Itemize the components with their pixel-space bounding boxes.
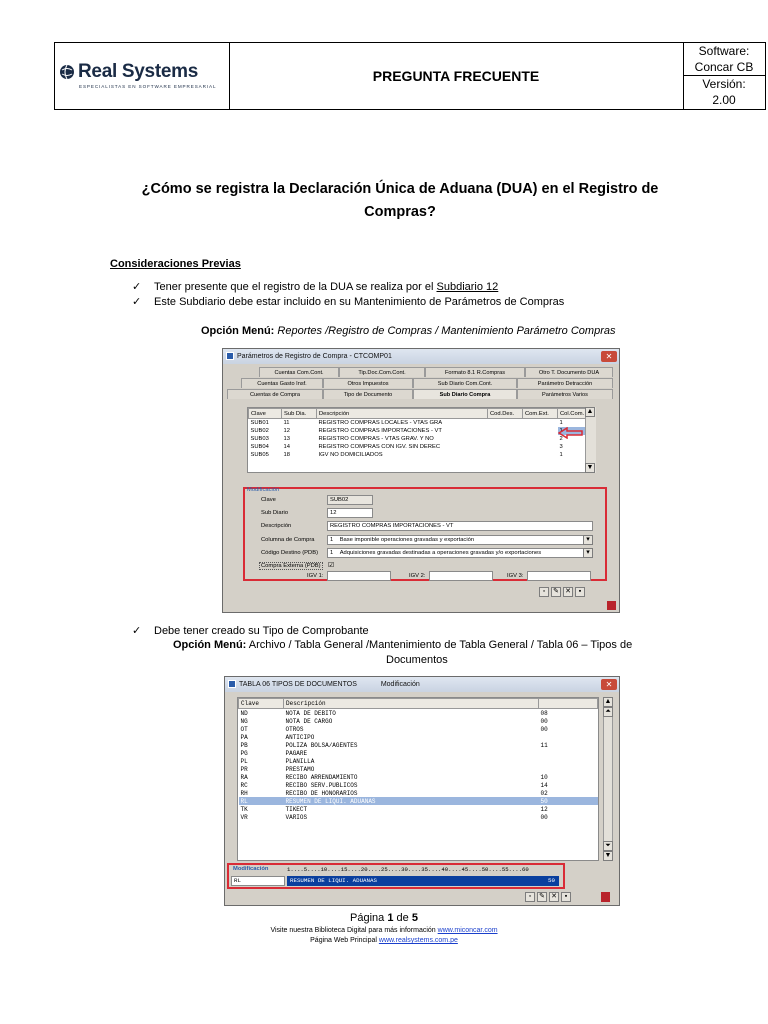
logo-name: Real Systems (78, 61, 198, 82)
edit-icon[interactable]: ✎ (537, 892, 547, 902)
cell-subdia: 12 (283, 428, 290, 434)
columna-code: 1 (330, 537, 334, 543)
cell-comext (523, 435, 558, 443)
bullet-3 (132, 624, 369, 637)
checkmark-icon: ✓ (132, 296, 142, 308)
cell-clave: PL (240, 757, 248, 765)
cell-descripcion: IGV NO DOMICILIADOS (318, 452, 383, 458)
cell-clave: SUB05 (250, 452, 269, 458)
cell-clave: SUB01 (250, 420, 269, 426)
bullet-1 (132, 280, 498, 293)
cell-clave: PR (240, 765, 248, 773)
cell-descripcion: PLANILLA (285, 757, 315, 765)
codigo-code: 1 (330, 550, 334, 556)
cell-coddes (488, 443, 523, 451)
question-line1: ¿Cómo se registra la Declaración Única de Aduana (DUA) en el Registro de (141, 181, 659, 197)
chevron-down-icon[interactable]: ▾ (583, 535, 593, 545)
software-value: Concar CB (694, 60, 754, 74)
miconcar-link[interactable]: www.miconcar.com (437, 927, 498, 934)
scroll-page-up-icon[interactable]: ⏶ (603, 707, 613, 717)
delete-icon[interactable]: ✕ (549, 892, 559, 902)
logo-cell (55, 43, 230, 109)
cell-descripcion: REGISTRO COMPRAS IMPORTACIONES - VT (318, 428, 442, 434)
externa-checkbox[interactable]: ☑ (328, 562, 335, 569)
cell-colcom: 1 (559, 420, 563, 426)
new-icon[interactable]: ▫ (525, 892, 535, 902)
cell-descripcion: OTROS (285, 725, 304, 733)
scroll-up-icon[interactable]: ▲ (604, 698, 612, 705)
software-label: Software: (698, 44, 750, 58)
grid-header-row (249, 409, 594, 419)
question-line2: Compras? (364, 204, 436, 220)
version-label: Versión: (702, 77, 746, 91)
edit-desc-value: RESUMEN DE LIQUI. ADUANAS (290, 877, 377, 884)
cell-clave: ND (240, 709, 248, 717)
question-title (108, 178, 692, 224)
cell-clave: TK (240, 805, 248, 813)
col-coddes[interactable]: Cod.Des. (488, 409, 523, 419)
clave-field[interactable]: SUB02 (327, 495, 373, 505)
cell-clave: RA (240, 773, 248, 781)
mod-label: Modificación (233, 866, 269, 872)
table-row[interactable] (249, 427, 594, 435)
table-row[interactable] (239, 773, 598, 781)
menu-value-2: Archivo / Tabla General /Mantenimiento de Tabla General / Tabla 06 – Tipos de (248, 639, 633, 651)
cell-subdia: 18 (283, 452, 290, 458)
tab-tipo-de-documento[interactable]: Tipo de Documento (323, 389, 413, 399)
cell-descripcion: ANTICIPO (285, 733, 315, 741)
dialog2-mode: Modificación (380, 681, 420, 688)
cell-clave: RL (240, 797, 248, 805)
subdiario-link: Subdiario 12 (436, 281, 499, 293)
page-total: 5 (411, 912, 418, 924)
header-title: PREGUNTA FRECUENTE (229, 43, 684, 109)
menu-label-1: Opción Menú: (201, 325, 275, 337)
cell-descripcion: PRESTAMO (285, 765, 315, 773)
cell-clave: RH (240, 789, 248, 797)
cell-descripcion: REGISTRO COMPRAS - VTAS GRAV. Y NO (318, 436, 434, 442)
table-row[interactable] (249, 435, 594, 443)
cell-codigo: 12 (540, 805, 548, 813)
company-logo (59, 61, 227, 89)
page-number (0, 912, 768, 924)
cell-descripcion: NOTA DE DEBITO (285, 709, 336, 717)
cell-codigo: 00 (540, 813, 548, 821)
cell-codigo: 00 (540, 717, 548, 725)
parametros-dialog (222, 348, 620, 613)
chevron-down-icon[interactable]: ▾ (583, 548, 593, 558)
col-descripcion[interactable]: Descripción (284, 699, 539, 709)
section-title: Consideraciones Previas (110, 258, 241, 270)
app-icon (228, 680, 236, 688)
version-value: 2.00 (712, 93, 736, 107)
edit-key-field[interactable]: RL (231, 876, 285, 886)
columna-select[interactable] (327, 535, 593, 545)
checkmark-icon: ✓ (132, 625, 142, 637)
cell-clave: VR (240, 813, 248, 821)
table-row[interactable] (239, 709, 598, 718)
new-icon[interactable]: ▫ (539, 587, 549, 597)
col-codigo (539, 699, 598, 709)
igv2-field[interactable] (429, 571, 493, 581)
delete-icon[interactable]: ✕ (563, 587, 573, 597)
footer-line-2 (0, 927, 768, 934)
cell-subdia: 11 (283, 420, 290, 426)
cell-codigo (539, 749, 598, 757)
codigo-value: Adquisiciones gravadas destinadas a operaciones gravadas y/o exportaciones (339, 550, 542, 556)
label-igv2: IGV 2: (409, 573, 426, 579)
cell-codigo (539, 757, 598, 765)
cell-clave: RC (240, 781, 248, 789)
tabla06-dialog (224, 676, 620, 906)
header-table (54, 42, 766, 110)
edit-icon[interactable]: ✎ (551, 587, 561, 597)
footer-line-3 (0, 937, 768, 944)
cell-colcom: 1 (559, 452, 563, 458)
cell-codigo: 11 (540, 741, 548, 749)
menu-path-2-line2: Documentos (386, 654, 448, 666)
tab-cuentas-de-compra[interactable]: Cuentas de Compra (227, 389, 323, 399)
cell-coddes (488, 435, 523, 443)
table-row[interactable] (249, 451, 594, 459)
realsystems-link[interactable]: www.realsystems.com.pe (378, 937, 458, 944)
version-cell (683, 76, 765, 109)
label-subdiario: Sub Diario (261, 510, 289, 516)
scroll-page-down-icon[interactable]: ⏷ (603, 841, 613, 851)
col-comext[interactable]: Com.Ext. (523, 409, 558, 419)
cell-clave: SUB03 (250, 436, 269, 442)
mod-title: Modificación (247, 487, 280, 493)
igv3-field[interactable] (527, 571, 591, 581)
cell-colcom: 2 (559, 436, 563, 442)
table-row[interactable] (239, 765, 598, 773)
label-igv1: IGV 1: (307, 573, 324, 579)
table-row-selected[interactable] (239, 797, 598, 805)
cell-clave: PG (240, 749, 248, 757)
cell-descripcion: RESUMEN DE LIQUI. ADUANAS (285, 797, 376, 805)
label-descripcion: Descripción (261, 523, 292, 529)
edit-code-value: 50 (548, 877, 555, 884)
save-icon[interactable]: ▪ (575, 587, 585, 597)
cell-colcom: 3 (559, 444, 563, 450)
descripcion-field[interactable]: REGISTRO COMPRAS IMPORTACIONES - VT (327, 521, 593, 531)
table-row[interactable] (249, 443, 594, 451)
scroll-down-icon[interactable]: ▼ (604, 852, 612, 859)
tab-otro-t-documento-dua[interactable]: Otro T. Documento DUA (525, 367, 613, 377)
app-icon (226, 352, 234, 360)
cell-codigo: 02 (540, 789, 548, 797)
cell-subdia: 13 (283, 436, 290, 442)
cell-colcom[interactable]: 1 (558, 427, 594, 435)
subdiario-grid (247, 407, 595, 473)
cell-descripcion: VARIOS (285, 813, 308, 821)
tab-cuentas-gasto[interactable]: Cuentas Gasto Insf. (241, 378, 323, 388)
cell-clave: NG (240, 717, 248, 725)
cell-clave: PB (240, 741, 248, 749)
scroll-down-icon[interactable]: ▼ (586, 464, 594, 471)
dialog2-title: TABLA 06 TIPOS DE DOCUMENTOS (239, 681, 357, 688)
cell-descripcion: RECIBO DE HONORARIOS (285, 789, 358, 797)
cell-descripcion: RECIBO SERV.PUBLICOS (285, 781, 358, 789)
save-icon[interactable]: ▪ (561, 892, 571, 902)
red-arrow-icon (558, 427, 584, 439)
tab-sub-diario-com-cont[interactable]: Sub Diario Com.Cont. (413, 378, 517, 388)
tab-sub-diario-compra[interactable]: Sub Diario Compra (413, 389, 517, 399)
cell-codigo (539, 733, 598, 741)
label-columna: Columna de Compra (261, 537, 315, 543)
footer-text-2: Visite nuestra Biblioteca Digital para más información (270, 927, 438, 934)
cell-clave: OT (240, 725, 248, 733)
igv1-field[interactable] (327, 571, 391, 581)
dialog1-titlebar (223, 349, 619, 364)
bullet-2-text: Este Subdiario debe estar incluido en su Mantenimiento de Parámetros de Compras (154, 296, 565, 308)
globe-icon (59, 64, 75, 80)
exit-icon[interactable] (601, 892, 610, 902)
subdiario-field[interactable]: 12 (327, 508, 373, 518)
cell-descripcion: PAGARE (285, 749, 308, 757)
col-colcom[interactable]: Col.Com. (558, 409, 594, 419)
dialog1-title: Parámetros de Registro de Compra - CTCOMP01 (237, 353, 392, 360)
cell-descripcion: REGISTRO COMPRAS CON IGV. SIN DEREC (318, 444, 441, 450)
label-igv3: IGV 3: (507, 573, 524, 579)
cell-comext (523, 419, 558, 428)
cell-descripcion: TIKECT (285, 805, 308, 813)
menu-path-1 (201, 325, 615, 337)
cell-clave: SUB04 (250, 444, 269, 450)
cell-codigo: 10 (540, 773, 548, 781)
table-row[interactable] (239, 717, 598, 725)
dialog2-titlebar (225, 677, 619, 692)
cell-descripcion: REGISTRO COMPRAS LOCALES - VTAS GRA (318, 420, 443, 426)
cell-coddes (488, 427, 523, 435)
columna-value: Base imponible operaciones gravadas y exportación (339, 537, 475, 543)
table-row[interactable] (239, 741, 598, 749)
cell-comext (523, 443, 558, 451)
tab-otros-impuestos[interactable]: Otros Impuestos (323, 378, 413, 388)
table-row[interactable] (239, 813, 598, 821)
cell-codigo (539, 765, 598, 773)
page-current: 1 (387, 912, 394, 924)
cell-clave: SUB02 (250, 428, 269, 434)
menu-value-1: Reportes /Registro de Compras / Mantenimiento Parámetro Compras (277, 325, 616, 337)
label-codigo: Código Destino (PDB) (261, 550, 319, 556)
cell-codigo: 50 (540, 797, 548, 805)
cell-codigo: 14 (540, 781, 548, 789)
tipos-grid (237, 697, 599, 861)
table-row[interactable] (239, 733, 598, 741)
cell-descripcion: NOTA DE CARGO (285, 717, 333, 725)
logo-tagline: ESPECIALISTAS EN SOFTWARE EMPRESARIAL (79, 84, 217, 89)
grid-header-row (239, 699, 598, 709)
col-clave[interactable]: Clave (239, 699, 284, 709)
grid-scrollbar[interactable] (603, 697, 613, 861)
bullet-1-text: Tener presente que el registro de la DUA se realiza por el (154, 281, 437, 293)
tab-cuentas-com-cont[interactable]: Cuentas Com.Cont. (259, 367, 339, 377)
cell-comext (523, 451, 558, 459)
tab-tip-doc-com-cont[interactable]: Tip.Doc.Com.Cont. (339, 367, 425, 377)
edit-desc-field[interactable] (287, 876, 559, 886)
tab-formato-8-1[interactable]: Formato 8.1 R.Compras (425, 367, 525, 377)
table-row[interactable] (239, 805, 598, 813)
cell-codigo: 00 (540, 725, 548, 733)
bullet-2 (132, 295, 564, 308)
label-clave: Clave (261, 497, 276, 503)
software-cell (683, 43, 765, 76)
cell-subdia: 14 (283, 444, 290, 450)
label-externa: Compra Externa (PDB) (261, 563, 321, 569)
table-row[interactable] (239, 725, 598, 733)
table-row[interactable] (239, 789, 598, 797)
scroll-up-icon[interactable]: ▲ (586, 408, 594, 415)
tab-parametros-varios[interactable]: Parámetros Varios (517, 389, 613, 399)
cell-clave: PA (240, 733, 248, 741)
close-icon[interactable]: ✕ (601, 351, 617, 362)
close-icon[interactable]: ✕ (601, 679, 617, 690)
cell-codigo: 08 (540, 709, 548, 717)
cell-comext (523, 427, 558, 435)
tab-parametro-detraccion[interactable]: Parámetro Detracción (517, 378, 613, 388)
table-row[interactable] (239, 749, 598, 757)
table-row[interactable] (239, 781, 598, 789)
cell-descripcion: POLIZA BOLSA/AGENTES (285, 741, 358, 749)
checkmark-icon: ✓ (132, 281, 142, 293)
col-subdia[interactable]: Sub Dia. (282, 409, 317, 419)
exit-icon[interactable] (607, 601, 616, 610)
menu-label-2: Opción Menú: (173, 639, 247, 651)
table-row[interactable] (249, 419, 594, 428)
cell-descripcion: RECIBO ARRENDAMIENTO (285, 773, 358, 781)
ruler: 1....5....10....15....20....25....30....35....40....45....50....55....60 (287, 866, 529, 873)
page-prefix: Página (350, 912, 388, 924)
col-clave[interactable]: Clave (249, 409, 282, 419)
page-mid: de (393, 912, 412, 924)
col-descripcion[interactable]: Descripción (317, 409, 488, 419)
footer-text-3: Página Web Principal (310, 937, 379, 944)
codigo-select[interactable] (327, 548, 593, 558)
menu-path-2 (173, 639, 632, 651)
cell-coddes (488, 451, 523, 459)
bullet-3-text: Debe tener creado su Tipo de Comprobante (154, 625, 369, 637)
table-row[interactable] (239, 757, 598, 765)
cell-coddes (488, 419, 523, 428)
